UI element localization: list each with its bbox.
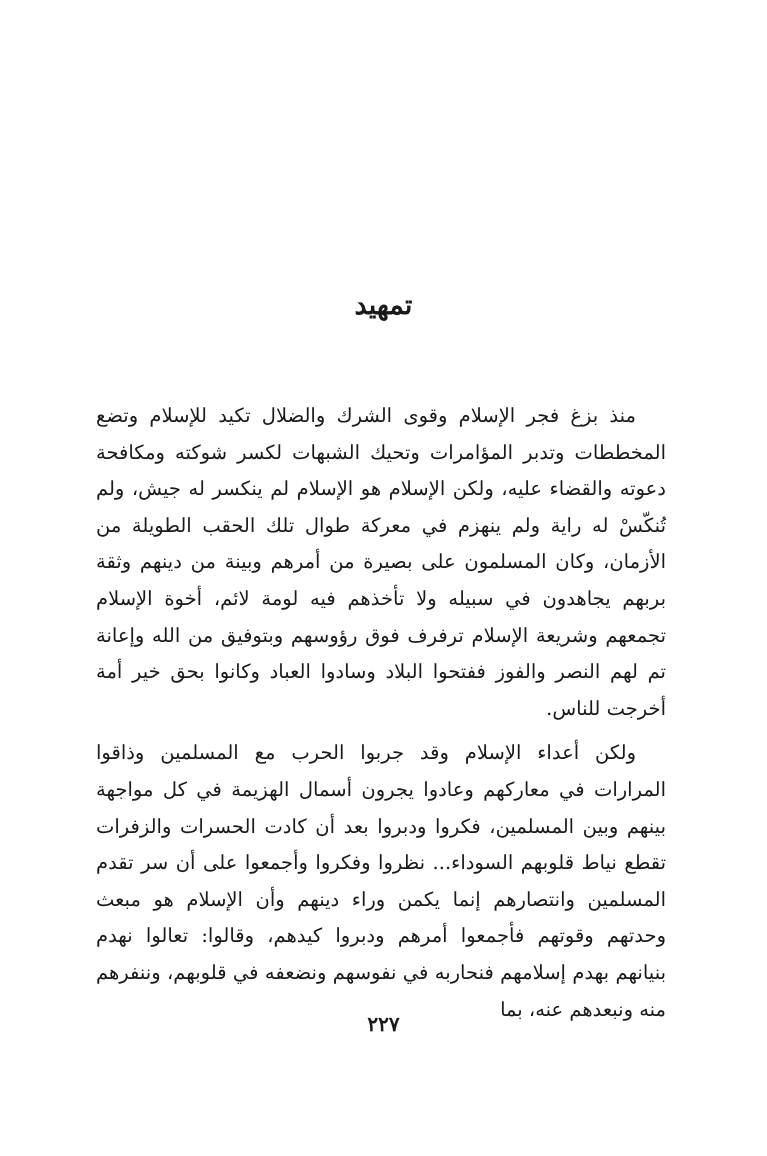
body-text — [96, 398, 666, 1036]
page-number: ٢٢٧ — [367, 1012, 400, 1036]
page-title: تمهيد — [354, 290, 413, 321]
paragraph-2: ولكن أعداء الإسلام وقد جربوا الحرب مع المسلمين وذاقوا المرارات في معاركهم وعادوا يجرون أسمال الهزيمة في كل مواجهة بينهم وبين المسلمين، فكروا ودبروا بعد أن كادت الحسرات والزفرات تقطع نياط قلوبهم السوداء... نظروا وفكروا وأجمعوا على أن سر تقدم المسلمين وانتصارهم إنما يكمن وراء دينهم وأن الإسلام هو مبعث وحدتهم وقوتهم فأجمعوا أمرهم ودبروا كيدهم، وقالوا: تعالوا نهدم بنيانهم بهدم إسلامهم فنحاربه في نفوسهم ونضعفه في قلوبهم، وننفرهم منه ونبعدهم عنه، بما — [96, 741, 666, 1021]
paragraph-1: منذ بزغ فجر الإسلام وقوى الشرك والضلال تكيد للإسلام وتضع المخططات وتدبر المؤامرات وتحيك الشبهات لكسر شوكته ومكافحة دعوته والقضاء عليه، ولكن الإسلام هو الإسلام لم ينكسر له جيش، ولم تُنكّسْ له راية ولم ينهزم في معركة طوال تلك الحقب الطويلة من الأزمان، وكان المسلمون على بصيرة من أمرهم وبينة من دينهم وثقة بربهم يجاهدون في سبيله ولا تأخذهم فيه لومة لائم، أخوة الإسلام تجمعهم وشريعة الإسلام ترفرف فوق رؤوسهم وبتوفيق من الله وإعانة تم لهم النصر والفوز ففتحوا البلاد وسادوا العباد وكانوا بحق خير أمة أخرجت للناس. — [96, 404, 666, 720]
